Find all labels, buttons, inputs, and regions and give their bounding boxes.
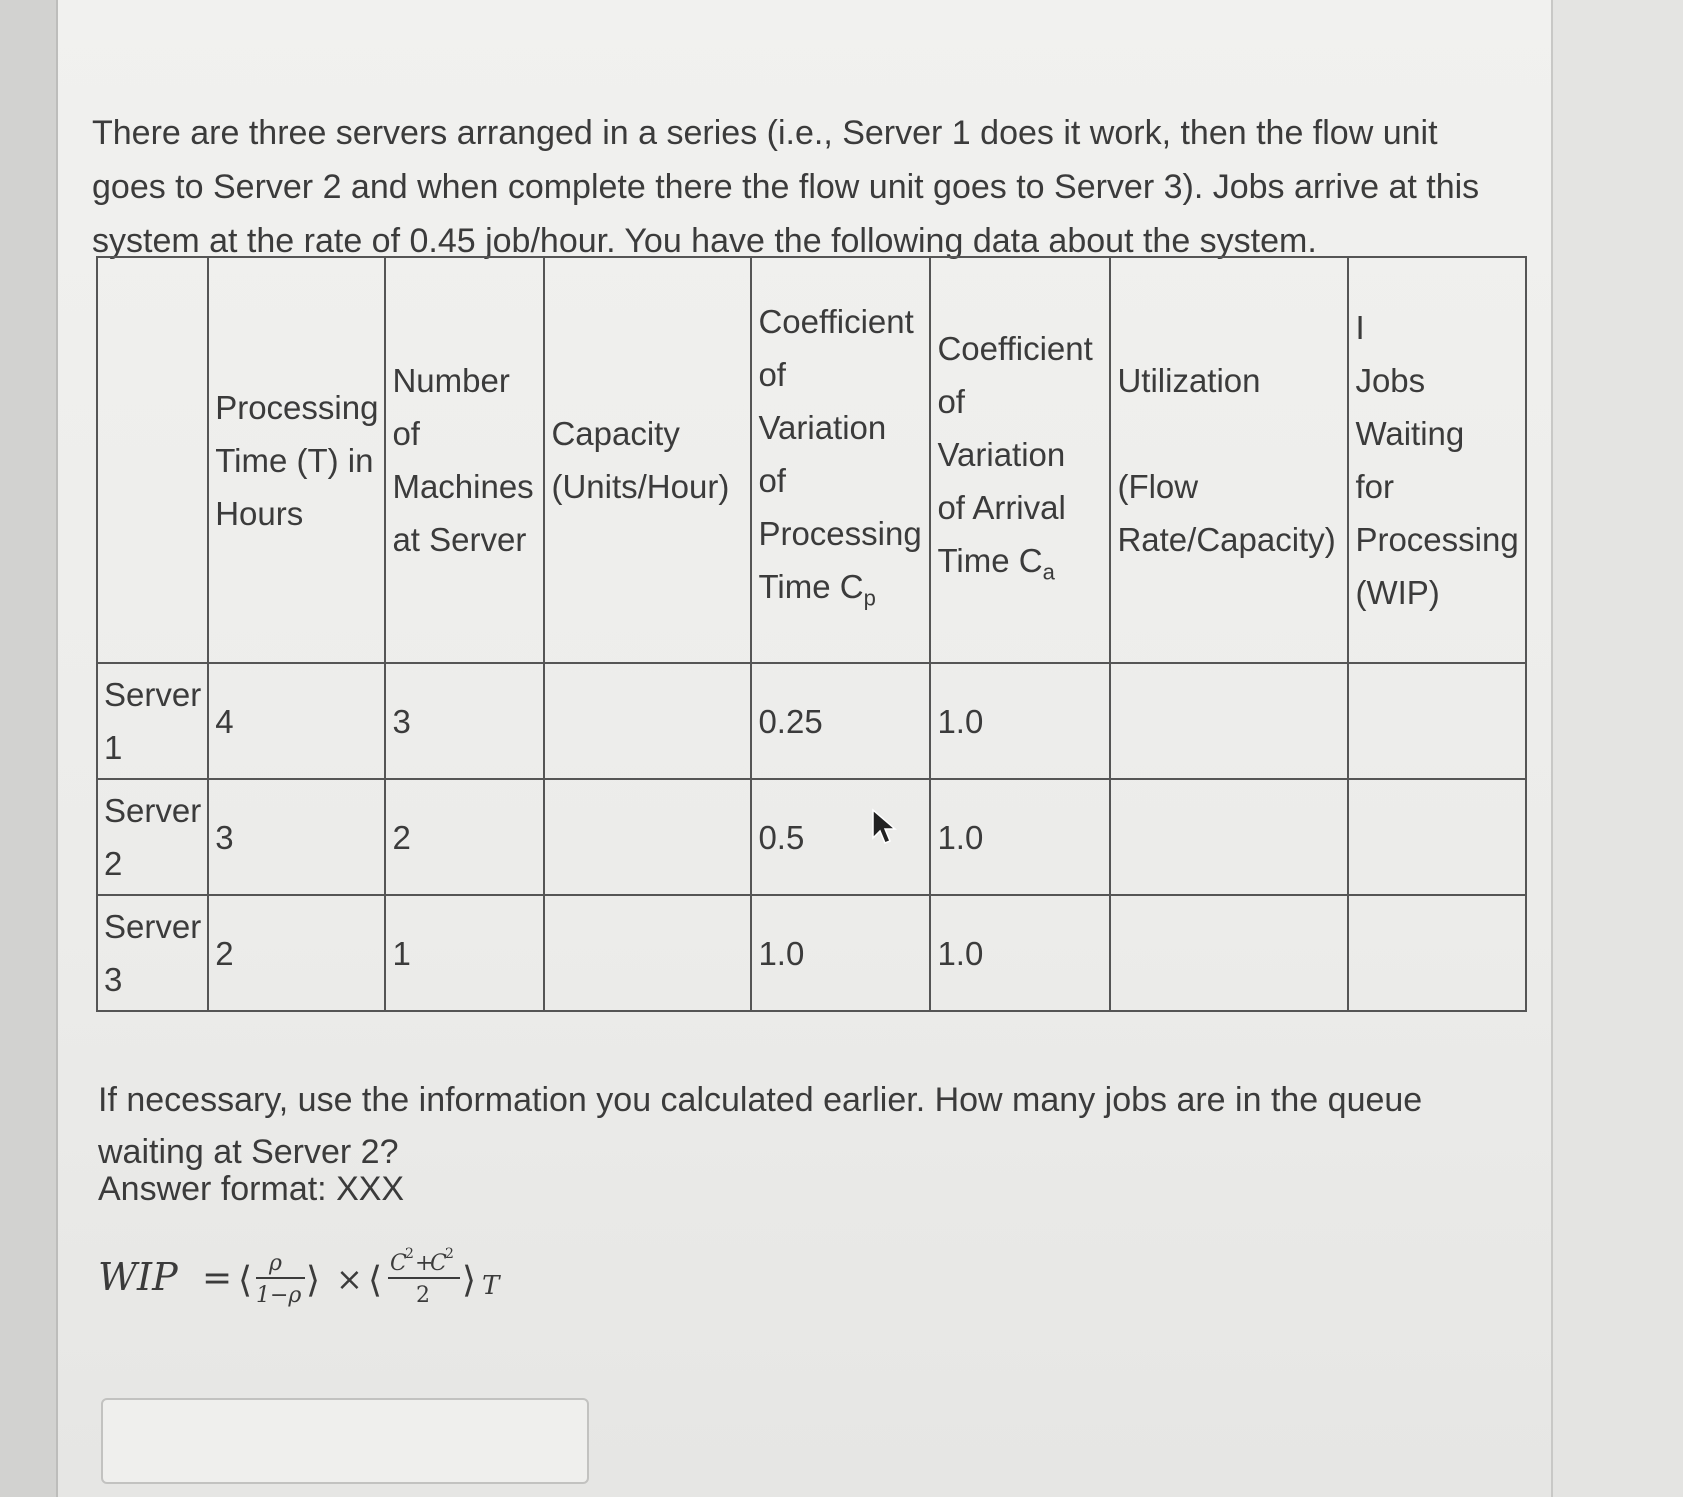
cell-machines: 1 [385,895,544,1011]
cell-utilization [1110,895,1348,1011]
formula-bracket: ⟨ [238,1260,253,1301]
formula-rho: ρ [269,1251,282,1276]
intro-text: There are three servers arranged in a series (i.e., Server 1 does it work, then the flow unit goes to Server 2 and when complete there the flow unit goes to Server 3). Jobs arrive at this system at the rate of 0.45 job/hour. You have the following data about the system. [92,114,1480,260]
formula-square: 2 [445,1246,454,1262]
answer-input[interactable] [101,1398,589,1484]
row-label: Server 2 [97,779,208,895]
cell-ca: 1.0 [930,663,1110,779]
cell-machines: 2 [385,779,544,895]
row-label: Server 1 [97,663,208,779]
header-cv-processing: Coefficient of Variation of Processing Time $C_p$ [751,257,930,663]
cell-machines: 3 [385,663,544,779]
header-cv-arrival: Coefficient of Variation of Arrival Time $C_a$ [930,257,1110,663]
formula-c: C [390,1251,407,1276]
header-wip: I Jobs Waiting for Processing (WIP) [1348,257,1525,663]
cell-wip [1348,663,1525,779]
header-utilization: Utilization (Flow Rate/Capacity) [1110,257,1348,663]
question-text: If necessary, use the information you calculated earlier. How many jobs are in the queue waiting at Server 2? [98,1081,1423,1171]
cell-cp: 1.0 [751,895,930,1011]
cell-capacity [544,779,751,895]
formula-equals: = [202,1258,233,1299]
left-sidebar [0,0,58,1497]
answer-format-label: Answer format: XXX [98,1170,405,1208]
cell-wip [1348,895,1525,1011]
row-label: Server 3 [97,895,208,1011]
formula-two: 2 [416,1283,430,1308]
cell-capacity [544,663,751,779]
right-panel [1551,0,1683,1497]
header-capacity: Capacity (Units/Hour) [544,257,751,663]
cell-cp: 0.25 [751,663,930,779]
table-row [97,663,1526,779]
formula-bracket: ⟩ [462,1260,477,1301]
table-row [97,779,1526,895]
cell-ca: 1.0 [930,895,1110,1011]
cell-ca: 1.0 [930,779,1110,895]
wip-formula [98,1240,618,1320]
cell-utilization [1110,663,1348,779]
server-data-table [96,256,1527,1012]
cell-utilization [1110,779,1348,895]
formula-tau: T [482,1271,500,1301]
header-machines: Number of Machines at Server [385,257,544,663]
header-blank [97,257,208,663]
formula-times: × [336,1260,363,1298]
formula-plus: + [415,1251,434,1276]
mouse-pointer-icon [870,808,898,848]
formula-bracket: ⟨ [368,1260,383,1301]
formula-square: 2 [405,1246,414,1262]
cell-capacity [544,895,751,1011]
header-processing-time: Processing Time (T) in Hours [208,257,385,663]
table-header-row [97,257,1526,663]
formula-bracket: ⟩ [306,1260,321,1301]
cell-wip [1348,779,1525,895]
table-row [97,895,1526,1011]
formula-c: C [430,1251,447,1276]
cell-cp: 0.5 [751,779,930,895]
formula-one-minus-rho: 1−ρ [256,1283,302,1308]
formula-wip: WIP [98,1255,178,1299]
cell-processing-time: 2 [208,895,385,1011]
cell-processing-time: 3 [208,779,385,895]
cell-processing-time: 4 [208,663,385,779]
